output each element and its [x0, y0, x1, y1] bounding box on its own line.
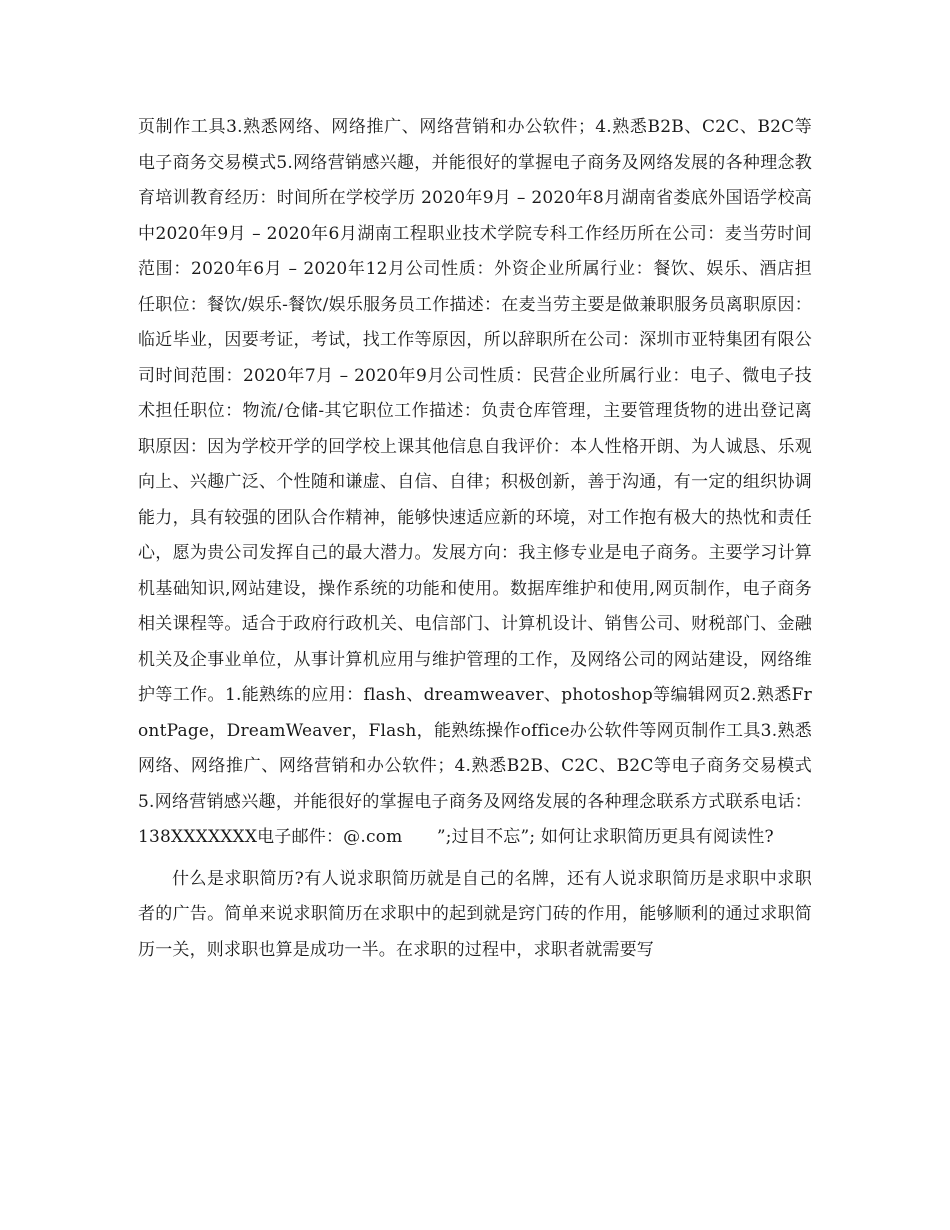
paragraph-what-is-resume: 什么是求职简历?有人说求职简历就是自己的名牌，还有人说求职简历是求职中求职者的广告。简单来说求职简历在求职中的起到就是窍门砖的作用，能够顺利的通过求职简历一关，则求职也算是成功一半。在求职的过程中，求职者就需要写 [138, 868, 812, 960]
document-body [138, 110, 812, 968]
paragraph-resume-details: 页制作工具3.熟悉网络、网络推广、网络营销和办公软件；4.熟悉B2B、C2C、B2C等电子商务交易模式5.网络营销感兴趣，并能很好的掌握电子商务及网络发展的各种理念教育培训教育经历：时间所在学校学历 2020年9月 – 2020年8月湖南省娄底外国语学校高中2020年9月 – 2020年6月湖南工程职业技术学院专科工作经历所在公司：麦当劳时间范围：2020年6月 – 2020年12月公司性质：外资企业所属行业：餐饮、娱乐、酒店担任职位：餐饮/娱乐-餐饮/娱乐服务员工作描述：在麦当劳主要是做兼职服务员离职原因：临近毕业，因要考证，考试，找工作等原因，所以辞职所在公司：深圳市亚特集团有限公司时间范围：2020年7月 – 2020年9月公司性质：民营企业所属行业：电子、微电子技术担任职位：物流/仓储-其它职位工作描述：负责仓库管理，主要管理货物的进出登记离职原因：因为学校开学的回学校上课其他信息自我评价：本人性格开朗、为人诚恳、乐观向上、兴趣广泛、个性随和谦虚、自信、自律；积极创新，善于沟通，有一定的组织协调能力，具有较强的团队合作精神，能够快速适应新的环境，对工作抱有极大的热忱和责任心，愿为贵公司发挥自己的最大潜力。发展方向：我主修专业是电子商务。主要学习计算机基础知识,网站建设，操作系统的功能和使用。数据库维护和使用,网页制作，电子商务相关课程等。适合于政府行政机关、电信部门、计算机设计、销售公司、财税部门、金融机关及企事业单位，从事计算机应用与维护管理的工作，及网络公司的网站建设，网络维护等工作。1.能熟练的应用：flash、dreamweaver、photoshop等编辑网页2.熟悉FrontPage，DreamWeaver，Flash，能熟练操作office办公软件等网页制作工具3.熟悉网络、网络推广、网络营销和办公软件；4.熟悉B2B、C2C、B2C等电子商务交易模式5.网络营销感兴趣，并能很好的掌握电子商务及网络发展的各种理念联系方式联系电话：138XXXXXXX电子邮件：@.com ”;过目不忘”; 如何让求职简历更具有阅读性? [138, 117, 812, 847]
